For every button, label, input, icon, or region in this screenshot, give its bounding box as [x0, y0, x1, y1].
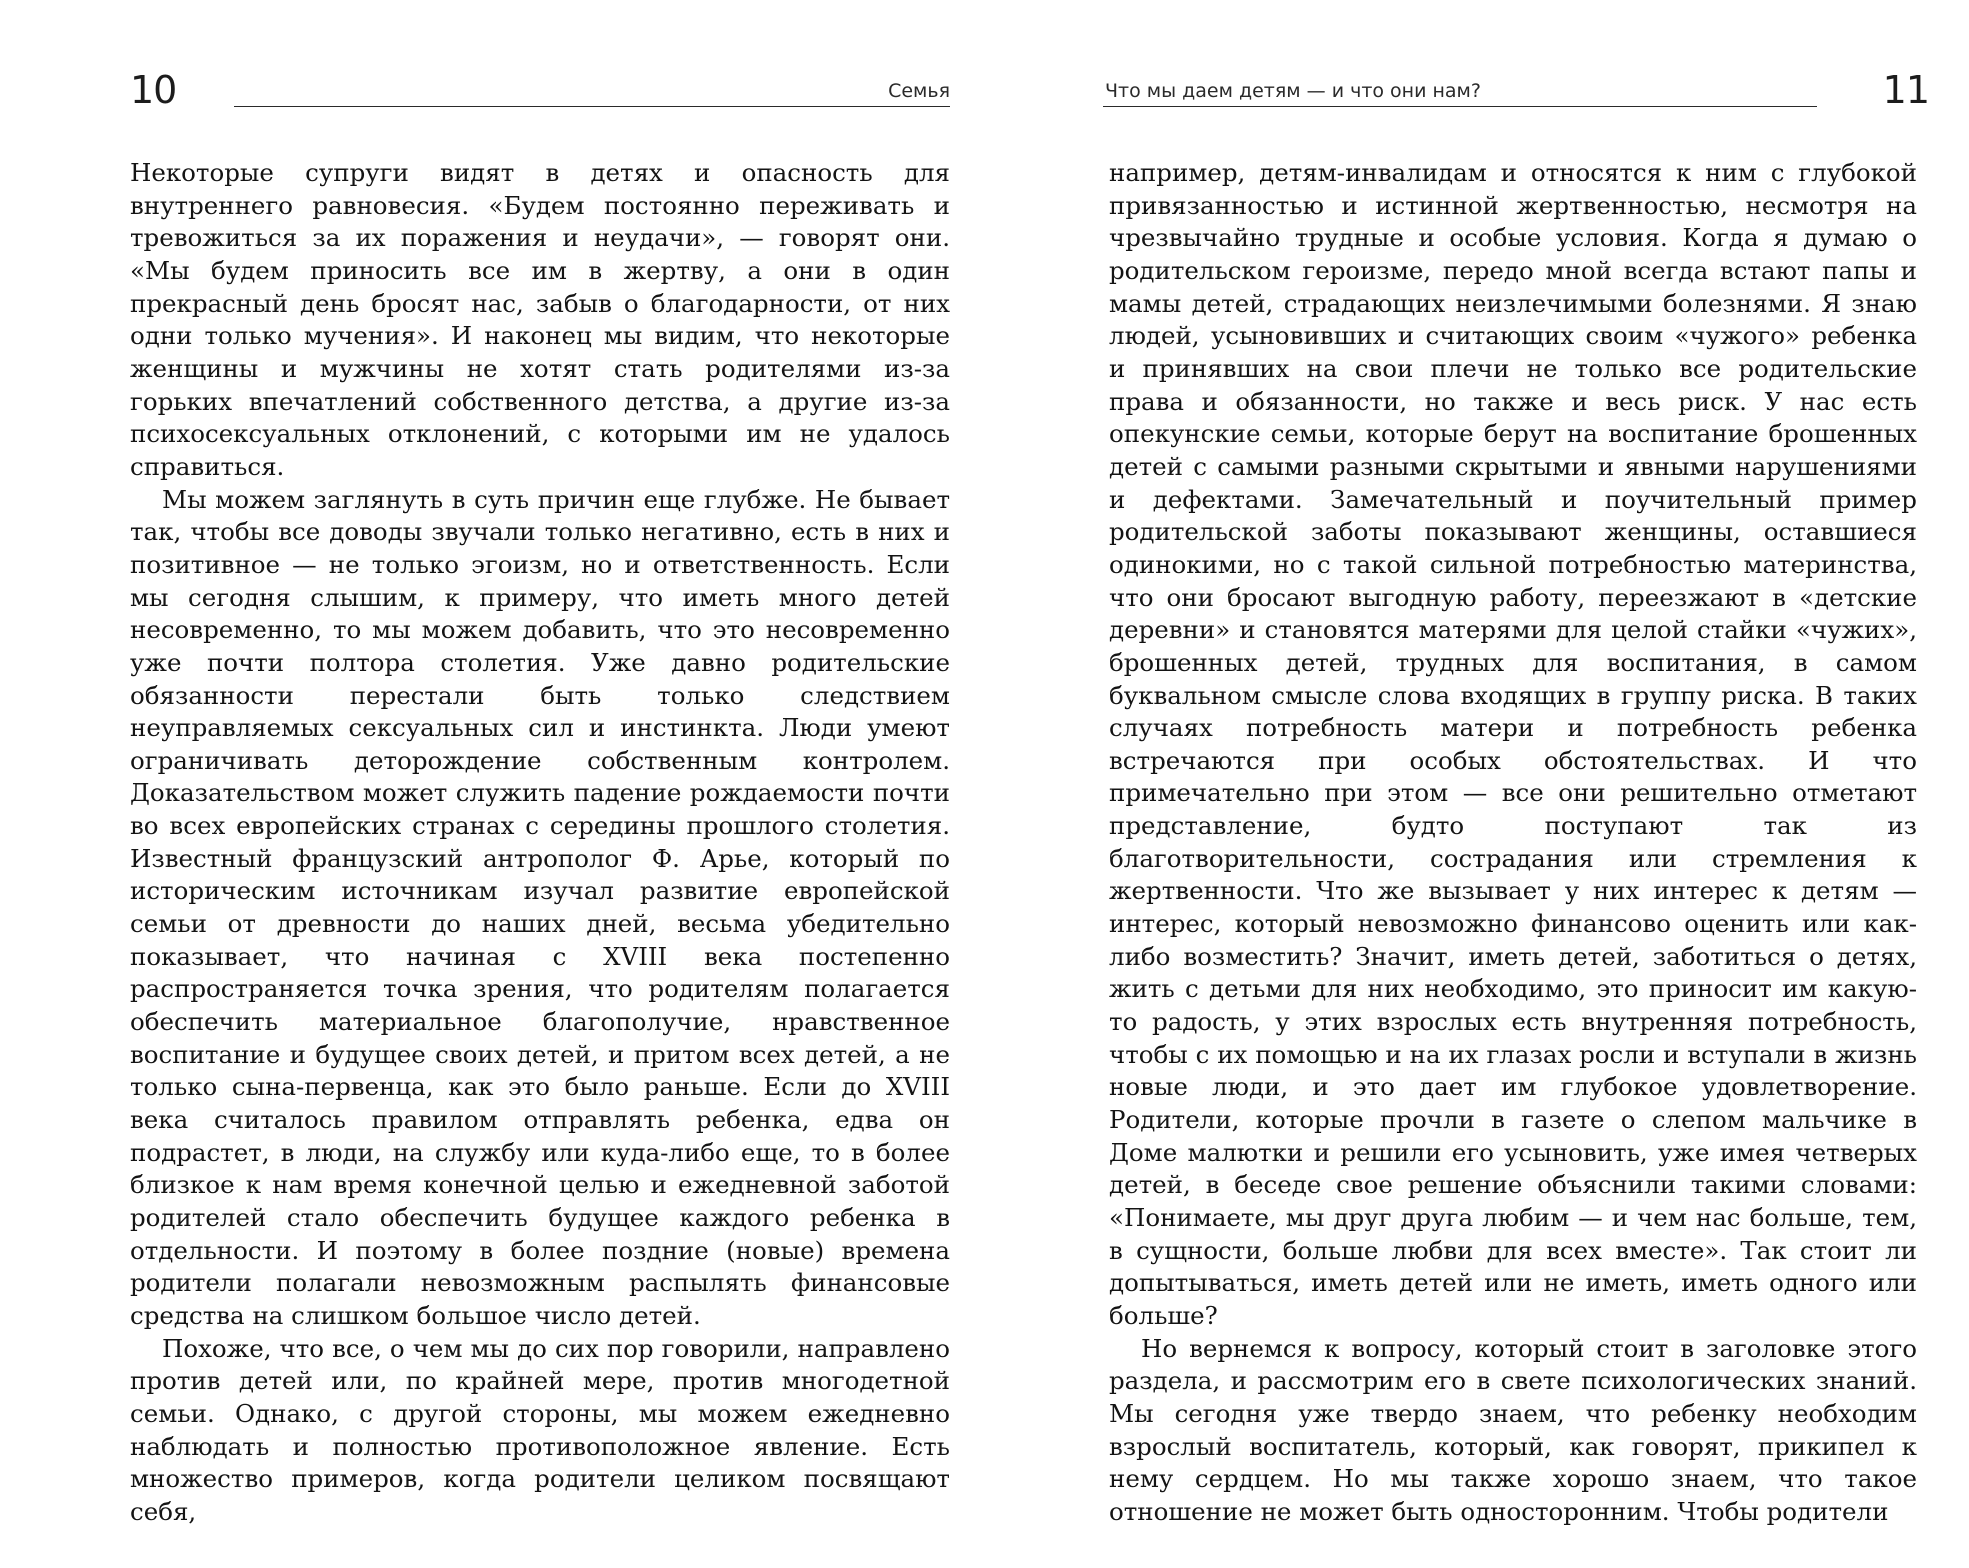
paragraph: Похоже, что все, о чем мы до сих пор говорили, направлено против детей или, по крайней мере, против многодетной семьи. Однако, с другой стороны, мы можем ежедневно наблюдать и полностью противоположное явление. Есть множество примеров, когда родители целиком посвящают себя,: [130, 1333, 950, 1526]
body-text: [130, 157, 950, 1529]
paragraph: Мы можем заглянуть в суть причин еще глубже. Не бывает так, чтобы все доводы звучали только негативно, есть в них и позитивное — не только эгоизм, но и ответственность. Если мы сегодня слышим, к примеру, что иметь много детей несовременно, то мы можем добавить, что это несовременно уже почти полтора столетия. Уже давно родительские обязанности перестали быть только следствием неуправляемых сексуальных сил и инстинкта. Люди умеют ограничивать деторождение собственным контролем. Доказательством может служить падение рождаемости почти во всех европейских странах с середины прошлого столетия. Известный французский антрополог Ф. Арье, который по историческим источникам изучал развитие европейской семьи от древности до наших дней, весьма убедительно показывает, что начиная с XVIII века постепенно распространяется точка зрения, что родителям полагается обеспечить материальное благополучие, нравственное воспитание и будущее своих детей, и притом всех детей, а не только сына-первенца, как это было раньше. Если до XVIII века считалось правилом отправлять ребенка, едва он подрастет, в люди, на службу или куда-либо еще, то в более близкое к нам время конечной целью и ежедневной заботой родителей стало обеспечить будущее каждого ребенка в отдельности. И поэтому в более поздние (новые) времена родители полагали невозможным распылять финансовые средства на слишком большое число детей.: [130, 484, 950, 1330]
page-number: 10: [130, 68, 177, 112]
running-head: Семья: [888, 80, 950, 102]
left-page: [0, 0, 984, 1568]
page-number: 11: [1882, 68, 1929, 112]
header-rule: [1103, 106, 1817, 107]
right-page: [985, 0, 1969, 1568]
paragraph: Некоторые супруги видят в детях и опасность для внутреннего равновесия. «Будем постоянно переживать и тревожиться за их поражения и неудачи», — говорят они. «Мы будем приносить все им в жертву, а они в один прекрасный день бросят нас, забыв о благодарности, от них одни только мучения». И наконец мы видим, что некоторые женщины и мужчины не хотят стать родителями из-за горьких впечатлений собственного детства, а другие из-за психосексуальных отклонений, с которыми им не удалось справиться.: [130, 158, 950, 481]
body-text: [1109, 157, 1917, 1529]
paragraph: Но вернемся к вопросу, который стоит в заголовке этого раздела, и рассмотрим его в свете психологических знаний. Мы сегодня уже твердо знаем, что ребенку необходим взрослый воспитатель, который, как говорят, прикипел к нему сердцем. Но мы также хорошо знаем, что такое отношение не может быть односторонним. Чтобы родители: [1109, 1333, 1917, 1526]
header-rule: [234, 106, 950, 107]
running-head: Что мы даем детям — и что они нам?: [1105, 80, 1481, 102]
paragraph: например, детям-инвалидам и относятся к ним с глубокой привязанностью и истинной жертвенностью, несмотря на чрезвычайно трудные и особые условия. Когда я думаю о родительском героизме, передо мной всегда встают папы и мамы детей, страдающих неизлечимыми болезнями. Я знаю людей, усыновивших и считающих своим «чужого» ребенка и принявших на свои плечи не только все родительские права и обязанности, но также и весь риск. У нас есть опекунские семьи, которые берут на воспитание брошенных детей с самыми разными скрытыми и явными нарушениями и дефектами. Замечательный и поучительный пример родительской заботы показывают женщины, оставшиеся одинокими, но с такой сильной потребностью материнства, что они бросают выгодную работу, переезжают в «детские деревни» и становятся матерями для целой стайки «чужих», брошенных детей, трудных для воспитания, в самом буквальном смысле слова входящих в группу риска. В таких случаях потребность матери и потребность ребенка встречаются при особых обстоятельствах. И что примечательно при этом — все они решительно отметают представление, будто поступают так из благотворительности, сострадания или стремления к жертвенности. Что же вызывает у них интерес к детям — интерес, который невозможно финансово оценить или как-либо возместить? Значит, иметь детей, заботиться о детях, жить с детьми для них необходимо, это приносит им какую-то радость, у этих взрослых есть внутренняя потребность, чтобы с их помощью и на их глазах росли и вступали в жизнь новые люди, и это дает им глубокое удовлетворение. Родители, которые прочли в газете о слепом мальчике в Доме малютки и решили его усыновить, уже имея четверых детей, в беседе свое решение объяснили такими словами: «Понимаете, мы друг друга любим — и чем нас больше, тем, в сущности, больше любви для всех вместе». Так стоит ли допытываться, иметь детей или не иметь, иметь одного или больше?: [1109, 158, 1917, 1330]
